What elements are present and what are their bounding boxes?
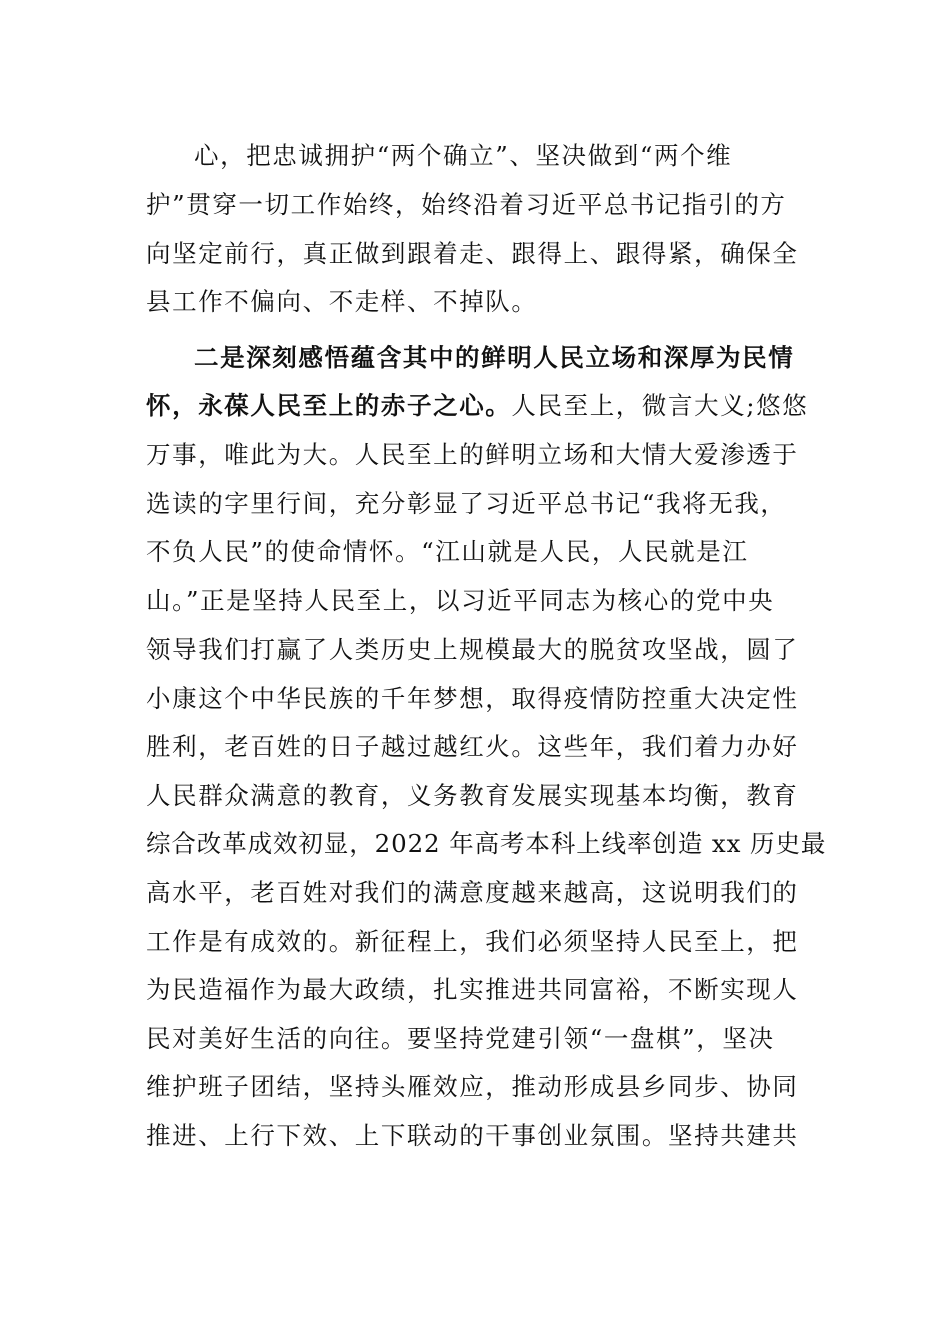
paragraph-line: 人民群众满意的教育，义务教育发展实现基本均衡，教育: [146, 781, 799, 810]
paragraph-line: 民对美好生活的向往。要坚持党建引领“一盘棋”，坚决: [146, 1024, 775, 1053]
section-heading-tail: 怀，永葆人民至上的赤子之心。: [146, 391, 512, 420]
paragraph-line: 领导我们打赢了人类历史上规模最大的脱贫攻坚战，圆了: [146, 635, 799, 664]
paragraph-line: 推进、上行下效、上下联动的干事创业氛围。坚持共建共: [146, 1121, 799, 1150]
paragraph-line: 选读的字里行间，充分彰显了习近平总书记“我将无我，: [146, 489, 787, 518]
paragraph-line: 高水平，老百姓对我们的满意度越来越高，这说明我们的: [146, 878, 799, 907]
paragraph-line: 综合改革成效初显，2022 年高考本科上线率创造 xx 历史最: [146, 829, 827, 858]
paragraph-line: 万事，唯此为大。人民至上的鲜明立场和大情大爱渗透于: [146, 440, 799, 469]
section-heading-line: 二是深刻感悟蕴含其中的鲜明人民立场和深厚为民情: [194, 343, 795, 372]
paragraph-line: 不负人民”的使命情怀。“江山就是人民，人民就是江: [146, 537, 749, 566]
paragraph-line: 胜利，老百姓的日子越过越红火。这些年，我们着力办好: [146, 732, 799, 761]
paragraph-line: 山。”正是坚持人民至上，以习近平同志为核心的党中央: [146, 586, 775, 615]
paragraph-line: 维护班子团结，坚持头雁效应，推动形成县乡同步、协同: [146, 1072, 799, 1101]
paragraph-line: 县工作不偏向、不走样、不掉队。: [146, 287, 538, 316]
paragraph-line: 心，把忠诚拥护“两个确立”、坚决做到“两个维: [194, 141, 733, 170]
paragraph-line-mixed: [146, 390, 808, 422]
paragraph-line: 护”贯穿一切工作始终，始终沿着习近平总书记指引的方: [146, 190, 787, 219]
paragraph-line: 向坚定前行，真正做到跟着走、跟得上、跟得紧，确保全: [146, 239, 799, 268]
paragraph-line: 为民造福作为最大政绩，扎实推进共同富裕，不断实现人: [146, 975, 799, 1004]
paragraph-text: 人民至上，微言大义;悠悠: [511, 391, 809, 420]
paragraph-line: 小康这个中华民族的千年梦想，取得疫情防控重大决定性: [146, 684, 799, 713]
paragraph-line: 工作是有成效的。新征程上，我们必须坚持人民至上，把: [146, 927, 799, 956]
